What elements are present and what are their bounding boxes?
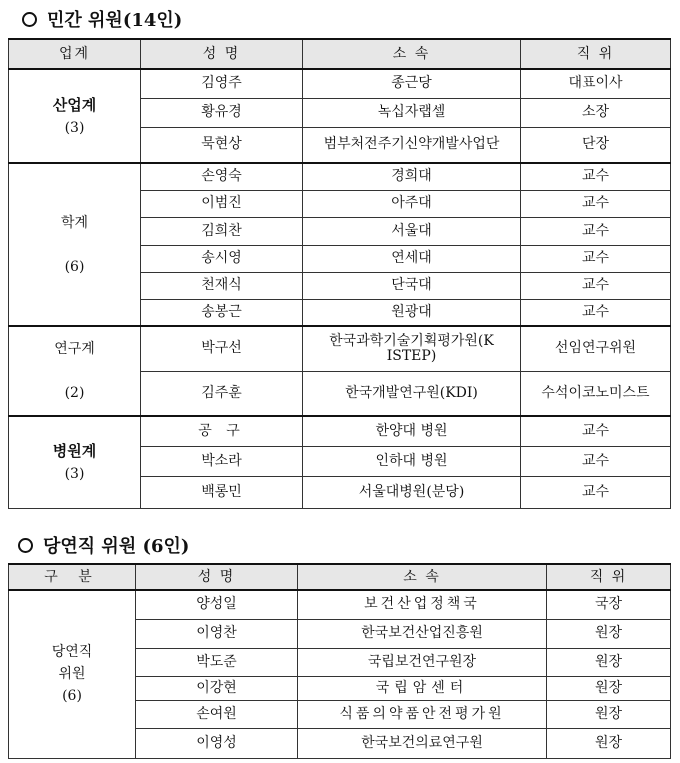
member-name: 손여원 <box>136 700 298 728</box>
member-affiliation: 종근당 <box>303 69 521 98</box>
member-name: 박구선 <box>141 326 303 371</box>
member-affiliation: 국립보건연구원장 <box>298 648 547 676</box>
member-position: 교수 <box>521 299 671 326</box>
header-name: 성 명 <box>141 39 303 69</box>
member-position: 선임연구위원 <box>521 326 671 371</box>
member-affiliation: 녹십자랩셀 <box>303 98 521 127</box>
private-members-table <box>8 38 671 509</box>
member-position: 소장 <box>521 98 671 127</box>
header-position: 직 위 <box>521 39 671 69</box>
member-affiliation: 서울대 <box>303 217 521 245</box>
member-name: 김희찬 <box>141 217 303 245</box>
member-position: 원장 <box>547 700 671 728</box>
member-name: 김주훈 <box>141 371 303 416</box>
member-affiliation: 한국보건의료연구원 <box>298 728 547 758</box>
member-name: 이강현 <box>136 676 298 700</box>
member-position: 교수 <box>521 272 671 299</box>
section2-title <box>18 532 189 558</box>
member-affiliation: 서울대병원(분당) <box>303 476 521 508</box>
header-position: 직 위 <box>547 564 671 590</box>
member-position: 수석이코노미스트 <box>521 371 671 416</box>
member-position: 원장 <box>547 728 671 758</box>
member-name: 이영성 <box>136 728 298 758</box>
section1-title-text: 민간 위원(14인) <box>47 10 183 31</box>
member-name: 묵현상 <box>141 127 303 163</box>
group-academia: 학계 (6) <box>9 163 141 326</box>
member-name: 박소라 <box>141 446 303 476</box>
member-position: 대표이사 <box>521 69 671 98</box>
member-affiliation: 인하대 병원 <box>303 446 521 476</box>
member-position: 원장 <box>547 648 671 676</box>
member-name: 송시영 <box>141 245 303 272</box>
header-name: 성 명 <box>136 564 298 590</box>
member-name: 이영찬 <box>136 619 298 648</box>
member-name: 천재식 <box>141 272 303 299</box>
header-affiliation: 소 속 <box>298 564 547 590</box>
member-name: 송봉근 <box>141 299 303 326</box>
member-affiliation: 한국개발연구원(KDI) <box>303 371 521 416</box>
table-row <box>9 326 671 371</box>
member-name: 박도준 <box>136 648 298 676</box>
header-category: 구 분 <box>9 564 136 590</box>
member-position: 교수 <box>521 245 671 272</box>
member-affiliation: 한양대 병원 <box>303 416 521 446</box>
member-position: 교수 <box>521 446 671 476</box>
member-name: 손영숙 <box>141 163 303 190</box>
member-position: 국장 <box>547 590 671 619</box>
circle-bullet-icon <box>18 538 33 553</box>
member-position: 단장 <box>521 127 671 163</box>
member-position: 교수 <box>521 217 671 245</box>
member-position: 교수 <box>521 416 671 446</box>
member-affiliation: 보건산업정책국 <box>298 590 547 619</box>
table-row <box>9 69 671 98</box>
section2-title-text: 당연직 위원 (6인) <box>43 536 190 557</box>
group-hospital: 병원계 (3) <box>9 416 141 508</box>
section1-title <box>22 6 182 32</box>
member-name: 공 구 <box>141 416 303 446</box>
member-affiliation: 연세대 <box>303 245 521 272</box>
member-affiliation: 한국보건산업진흥원 <box>298 619 547 648</box>
circle-bullet-icon <box>22 12 37 27</box>
member-affiliation: 한국과학기술기획평가원(KISTEP) <box>303 326 521 371</box>
member-name: 김영주 <box>141 69 303 98</box>
header-industry: 업계 <box>9 39 141 69</box>
header-affiliation: 소 속 <box>303 39 521 69</box>
member-affiliation: 식품의약품안전평가원 <box>298 700 547 728</box>
member-name: 이범진 <box>141 190 303 217</box>
table-row <box>9 590 671 619</box>
ex-officio-members-table <box>8 563 671 759</box>
table-row <box>9 416 671 446</box>
member-name: 백롱민 <box>141 476 303 508</box>
member-affiliation: 원광대 <box>303 299 521 326</box>
member-position: 원장 <box>547 619 671 648</box>
member-position: 교수 <box>521 476 671 508</box>
member-affiliation: 국립암센터 <box>298 676 547 700</box>
member-affiliation: 범부처전주기신약개발사업단 <box>303 127 521 163</box>
member-position: 원장 <box>547 676 671 700</box>
member-affiliation: 경희대 <box>303 163 521 190</box>
member-position: 교수 <box>521 163 671 190</box>
group-industry: 산업계 (3) <box>9 69 141 163</box>
member-affiliation: 단국대 <box>303 272 521 299</box>
member-name: 양성일 <box>136 590 298 619</box>
table-row <box>9 163 671 190</box>
member-position: 교수 <box>521 190 671 217</box>
member-name: 황유경 <box>141 98 303 127</box>
group-research: 연구계 (2) <box>9 326 141 416</box>
group-ex-officio: 당연직 위원 (6) <box>9 590 136 758</box>
member-affiliation: 아주대 <box>303 190 521 217</box>
